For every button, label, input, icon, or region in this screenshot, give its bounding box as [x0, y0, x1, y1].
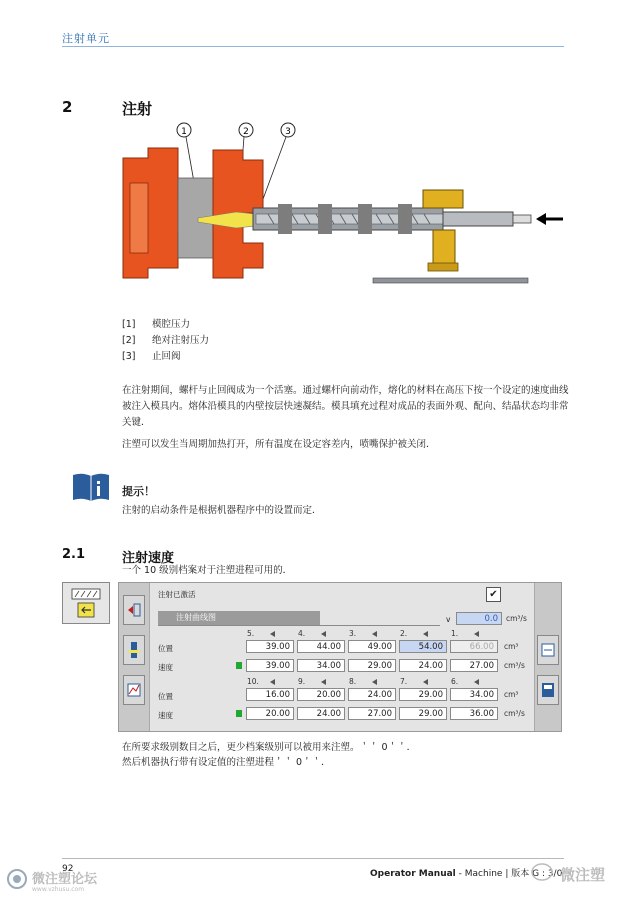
subsection-title: 注射速度 [122, 551, 175, 566]
step-3: 3. [349, 629, 357, 638]
subsection-number: 2.1 [62, 547, 86, 562]
v-label: v [446, 615, 451, 624]
position-step-6[interactable]: 34.00 [450, 688, 498, 701]
injection-page-icon[interactable] [62, 582, 110, 624]
step-10: 10. [247, 677, 259, 686]
step-8-arrow-icon [372, 679, 377, 685]
profile-divider [158, 625, 440, 626]
note-title: 提示！ [122, 485, 155, 498]
step-1: 1. [451, 629, 459, 638]
speed-step-5[interactable]: 39.00 [246, 659, 294, 672]
v-actual-value: 0.0 [456, 612, 502, 625]
speed-step-4[interactable]: 34.00 [297, 659, 345, 672]
step-9: 9. [298, 677, 306, 686]
speed-active-indicator [236, 662, 242, 669]
step-4-arrow-icon [321, 631, 326, 637]
injection-activated-checkbox[interactable]: ✔ [486, 587, 501, 602]
section-number: 2 [62, 98, 73, 116]
v-unit: cm³/s [506, 614, 527, 623]
closing-line-2: 然后机器执行带有设定值的注塑进程＇＇ 0＇＇． [122, 757, 331, 768]
step-6: 6. [451, 677, 459, 686]
footer-rule [62, 858, 564, 859]
step-8: 8. [349, 677, 357, 686]
chat-bubble-icon [530, 862, 556, 884]
legend-item-2: [2] 绝对注射压力 [122, 335, 210, 346]
speed-step-7[interactable]: 29.00 [399, 707, 447, 720]
injection-toggle-button[interactable] [123, 595, 145, 625]
speed-active-indicator-2 [236, 710, 242, 717]
step-6-arrow-icon [474, 679, 479, 685]
step-7: 7. [400, 677, 408, 686]
note-text: 注射的启动条件是根据机器程序中的设置而定． [122, 505, 322, 516]
speed-step-3[interactable]: 29.00 [348, 659, 396, 672]
position-label: 位置 [158, 644, 173, 653]
position-step-4[interactable]: 44.00 [297, 640, 345, 653]
svg-text:1: 1 [181, 127, 187, 137]
watermark-logo-icon [6, 868, 30, 890]
step-3-arrow-icon [372, 631, 377, 637]
speed-unit: cm³/s [504, 661, 525, 670]
position-step-7[interactable]: 29.00 [399, 688, 447, 701]
page-number: 92 [62, 864, 74, 874]
step-7-arrow-icon [423, 679, 428, 685]
closing-line-1: 在所要求级别数目之后，更少档案级别可以被用来注塑。＇＇ 0＇＇． [122, 742, 417, 753]
nozzle-settings-button[interactable] [123, 635, 145, 665]
position-step-3[interactable]: 49.00 [348, 640, 396, 653]
position-step-1[interactable]: 66.00 [450, 640, 498, 653]
svg-text:3: 3 [285, 127, 291, 137]
speed-unit-2: cm³/s [504, 709, 525, 718]
subsection-intro: 一个 10 级别档案对于注塑进程可用的． [122, 565, 293, 576]
legend-item-1: [1] 模腔压力 [122, 319, 191, 330]
panel-content [149, 583, 535, 731]
step-4: 4. [298, 629, 306, 638]
speed-step-10[interactable]: 20.00 [246, 707, 294, 720]
speed-step-9[interactable]: 24.00 [297, 707, 345, 720]
step-1-arrow-icon [474, 631, 479, 637]
section-title: 注射 [122, 100, 153, 118]
position-step-8[interactable]: 24.00 [348, 688, 396, 701]
speed-label: 速度 [158, 663, 173, 672]
speed-label-2: 速度 [158, 711, 173, 720]
screen-select-button[interactable] [537, 635, 559, 665]
step-10-arrow-icon [270, 679, 275, 685]
svg-text:2: 2 [243, 127, 249, 137]
position-step-9[interactable]: 20.00 [297, 688, 345, 701]
paragraph-conditions: 注塑可以发生当周期加热打开，所有温度在设定容差内，喷嘴保护被关闭． [122, 439, 436, 450]
step-9-arrow-icon [321, 679, 326, 685]
legend-item-3: [3] 止回阀 [122, 351, 181, 362]
speed-step-1[interactable]: 27.00 [450, 659, 498, 672]
header-rule [62, 46, 564, 47]
paragraph-injection: 在注射期间，螺杆与止回阀成为一个活塞。通过螺杆向前动作，熔化的材料在高压下按一个设定的速度曲线被注入模具内。熔体沿模具的内壁按层快速凝结。模具填充过程对成品的表面外观、配向、结晶状态均非常关键． [122, 385, 569, 428]
step-5: 5. [247, 629, 255, 638]
step-2: 2. [400, 629, 408, 638]
position-step-2[interactable]: 54.00 [399, 640, 447, 653]
injection-speed-panel [118, 582, 562, 732]
position-unit-2: cm³ [504, 690, 519, 699]
speed-step-2[interactable]: 24.00 [399, 659, 447, 672]
speed-step-6[interactable]: 36.00 [450, 707, 498, 720]
injection-activated-label: 注射已激活 [158, 590, 196, 599]
position-label-2: 位置 [158, 692, 173, 701]
save-screen-button[interactable] [537, 675, 559, 705]
step-2-arrow-icon [423, 631, 428, 637]
step-5-arrow-icon [270, 631, 275, 637]
position-step-5[interactable]: 39.00 [246, 640, 294, 653]
info-book-icon [72, 472, 110, 502]
running-header: 注射单元 [62, 32, 110, 45]
profile-header: 注射曲线图 [158, 611, 320, 625]
profile-settings-button[interactable] [123, 675, 145, 705]
position-unit: cm³ [504, 642, 519, 651]
position-step-10[interactable]: 16.00 [246, 688, 294, 701]
injection-unit-figure [118, 118, 568, 303]
speed-step-8[interactable]: 27.00 [348, 707, 396, 720]
footer-doc-title: Operator Manual - Machine | 版本 G : 3/0 [370, 869, 563, 879]
